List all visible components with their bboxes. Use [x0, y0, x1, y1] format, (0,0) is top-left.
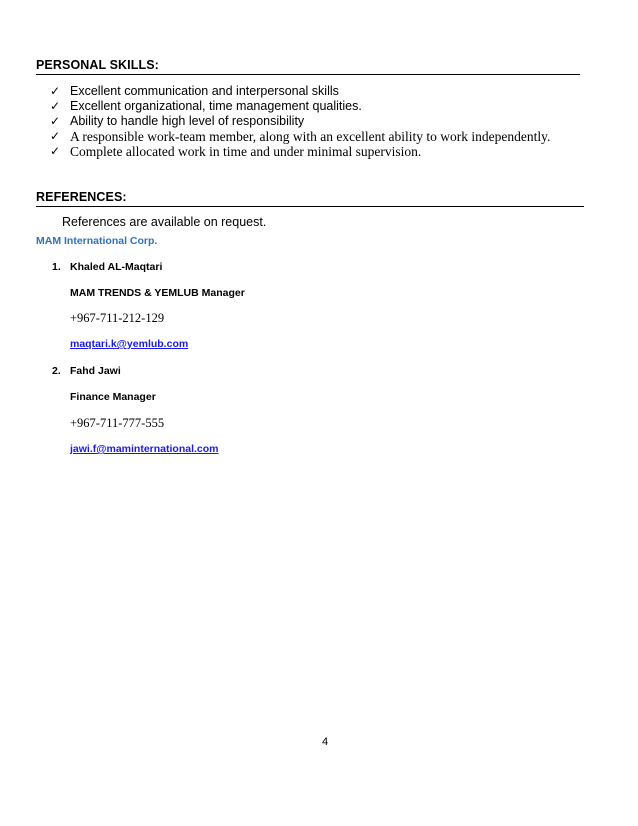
reference-number: 2.	[52, 365, 61, 377]
checkmark-icon: ✓	[50, 144, 61, 158]
checkmark-icon: ✓	[50, 129, 61, 143]
skill-text: Complete allocated work in time and under minimal supervision.	[70, 144, 422, 159]
reference-title: Finance Manager	[70, 391, 156, 403]
references-intro: References are available on request.	[62, 215, 267, 229]
checkmark-icon: ✓	[50, 99, 61, 113]
section-divider	[36, 206, 584, 207]
checkmark-icon: ✓	[50, 114, 61, 128]
reference-phone: +967-711-212-129	[70, 311, 165, 325]
reference-email-link[interactable]: jawi.f@maminternational.com	[70, 443, 219, 455]
skill-text: Excellent communication and interpersonal skills	[70, 84, 339, 98]
personal-skills-heading: PERSONAL SKILLS:	[36, 58, 159, 72]
section-divider	[36, 74, 580, 75]
checkmark-icon: ✓	[50, 84, 61, 98]
reference-number: 1.	[52, 261, 61, 273]
reference-phone: +967-711-777-555	[70, 416, 165, 430]
page-number: 4	[322, 736, 329, 748]
company-name: MAM International Corp.	[36, 235, 158, 247]
skill-text: A responsible work-team member, along with an excellent ability to work independently.	[70, 129, 551, 144]
reference-name: Khaled AL-Maqtari	[70, 261, 163, 273]
skill-text: Ability to handle high level of responsibility	[70, 114, 305, 128]
reference-title: MAM TRENDS & YEMLUB Manager	[70, 287, 245, 299]
references-heading: REFERENCES:	[36, 190, 127, 204]
reference-email-link[interactable]: maqtari.k@yemlub.com	[70, 338, 189, 350]
reference-name: Fahd Jawi	[70, 365, 121, 377]
skill-text: Excellent organizational, time management qualities.	[70, 99, 362, 113]
